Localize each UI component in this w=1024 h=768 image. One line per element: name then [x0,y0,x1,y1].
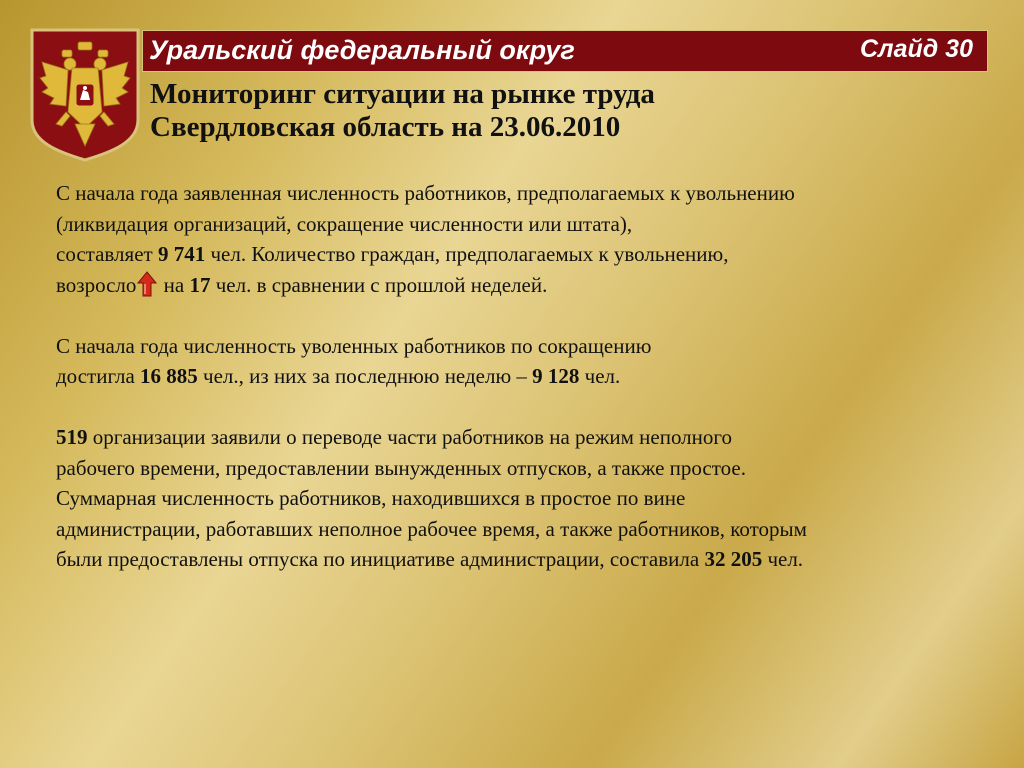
para2-line-1: С начала года численность уволенных работников по сокращению [56,333,652,358]
para1-line-3-text-a: составляет [56,242,153,266]
para3-line-3: Суммарная численность работников, находившихся в простое по вине [56,486,686,510]
coat-of-arms-icon [28,28,142,162]
para3-line-1-text: организации заявили о переводе части работников на режим неполного [92,425,732,449]
para1-line-2: (ликвидация организаций, сокращение численности или штата), [56,211,633,236]
part-time-total-count: 32 205 [704,547,763,571]
para1-line-4-text-a: возросло [56,272,137,297]
paragraph-3 [56,422,986,575]
para1-line-3-text-b: чел. Количество граждан, предполагаемых к увольнению, [210,242,729,266]
red-up-arrow-icon [137,271,157,297]
para1-line-4-text-c: чел. в сравнении с прошлой неделей. [215,272,548,297]
para1-line-1: С начала года заявленная численность работников, предполагаемых к увольнению [56,181,795,205]
body-text [56,178,986,575]
title-line-2: Свердловская область на 23.06.2010 [150,111,621,143]
paragraph-2 [56,331,986,392]
para2-line-2-text-b: чел., из них за последнюю неделю – [203,364,527,388]
dismissed-total-count: 16 885 [140,364,198,388]
page-title [150,78,655,144]
organizations-count: 519 [56,425,88,449]
slide-number: Слайд 30 [860,35,973,63]
dismissal-planned-count: 9 741 [157,242,206,266]
para3-line-2: рабочего времени, предоставлении вынужденных отпусков, а также простое. [56,455,746,480]
header-bar [142,30,988,72]
paragraph-1 [56,178,986,300]
para3-line-5-text-a: были предоставлены отпуска по инициативе администрации, составила [56,547,700,571]
para2-line-2-text-c: чел. [584,364,621,388]
weekly-increase-count: 17 [189,272,211,297]
para1-line-4-text-b: на [163,272,185,297]
dismissed-week-count: 9 128 [532,364,580,388]
region-title: Уральский федеральный округ [149,35,575,65]
para2-line-2-text-a: достигла [56,364,135,388]
title-line-1: Мониторинг ситуации на рынке труда [150,78,655,110]
para3-line-4: администрации, работавших неполное рабочее время, а также работников, которым [56,516,807,541]
para3-line-5-text-b: чел. [767,547,804,571]
